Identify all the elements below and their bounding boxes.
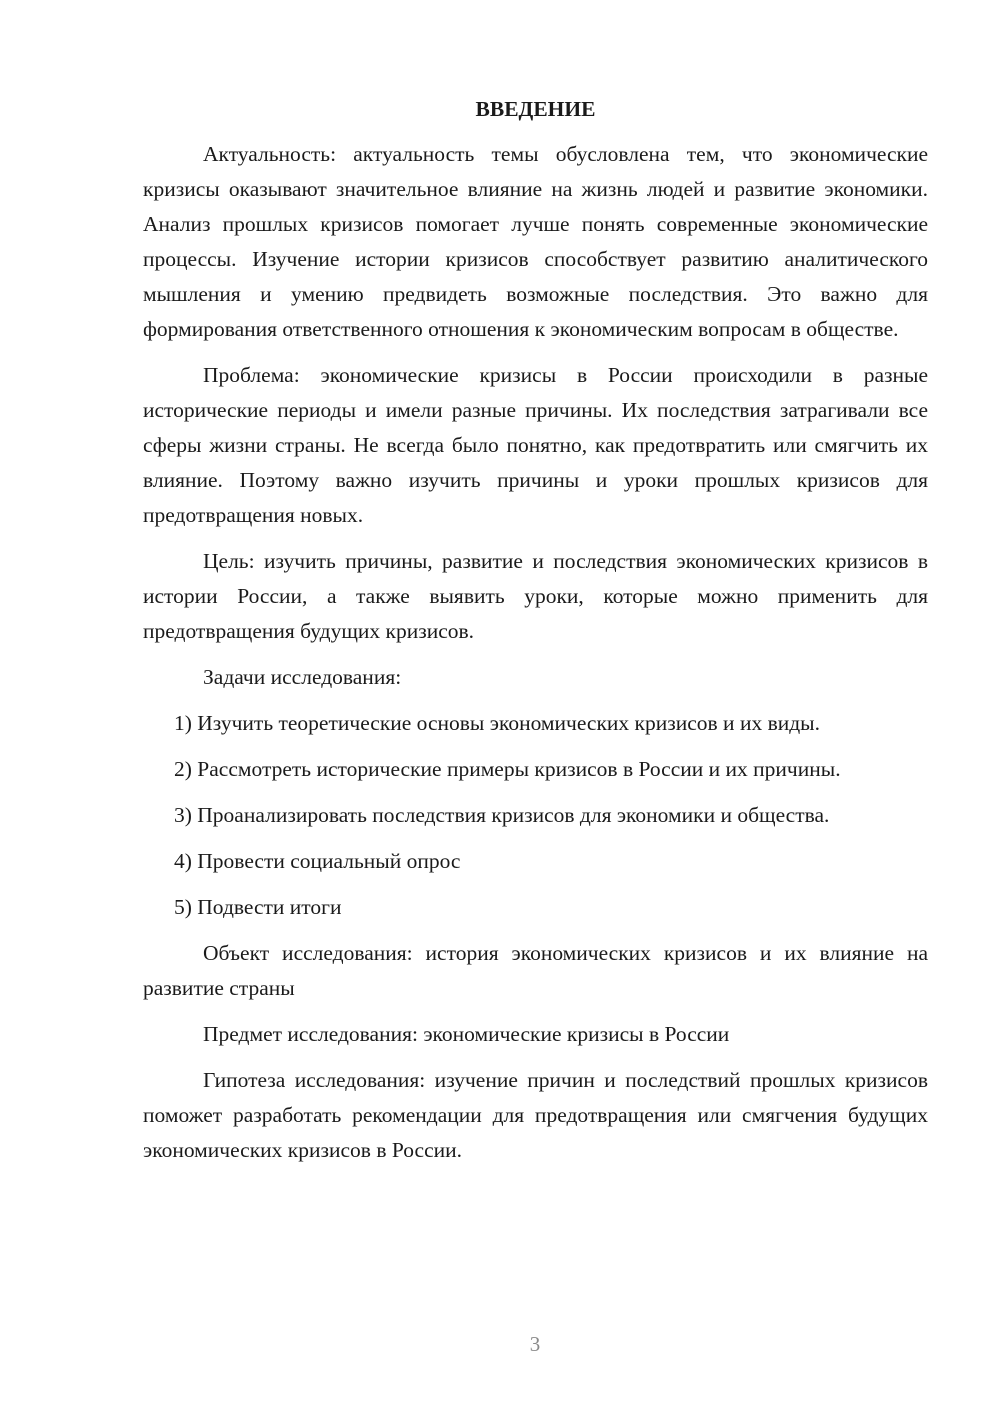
section-title: ВВЕДЕНИЕ [475,97,596,121]
goal-paragraph: Цель: изучить причины, развитие и последствия экономических кризисов в истории России, а также выявить уроки, которые можно применить для предотвращения будущих кризисов. [143,549,928,643]
task-item: 5) Подвести итоги [174,895,342,919]
page-content [143,92,928,1179]
problem-paragraph: Проблема: экономические кризисы в России происходили в разные исторические периоды и имели разные причины. Их последствия затрагивали все сферы жизни страны. Не всегда было понятно, как предотвратить или смягчить их влияние. Поэтому важно изучить причины и уроки прошлых кризисов для предотвращения новых. [143,363,928,527]
tasks-heading: Задачи исследования: [203,665,402,689]
task-item: 4) Провести социальный опрос [174,849,461,873]
hypothesis-paragraph: Гипотеза исследования: изучение причин и последствий прошлых кризисов поможет разработать рекомендации для предотвращения или смягчения будущих экономических кризисов в России. [143,1068,928,1162]
relevance-paragraph: Актуальность: актуальность темы обусловлена тем, что экономические кризисы оказывают значительное влияние на жизнь людей и развитие экономики. Анализ прошлых кризисов помогает лучше понять современные экономические процессы. Изучение истории кризисов способствует развитию аналитического мышления и умению предвидеть возможные последствия. Это важно для формирования ответственного отношения к экономическим вопросам в обществе. [143,142,928,341]
task-item: 1) Изучить теоретические основы экономических кризисов и их виды. [174,711,820,735]
object-paragraph: Объект исследования: история экономических кризисов и их влияние на развитие страны [143,941,928,1000]
page-number: 3 [529,1332,541,1356]
task-item: 2) Рассмотреть исторические примеры кризисов в России и их причины. [174,757,841,781]
subject-paragraph: Предмет исследования: экономические кризисы в России [203,1022,730,1046]
task-item: 3) Проанализировать последствия кризисов для экономики и общества. [174,803,830,827]
